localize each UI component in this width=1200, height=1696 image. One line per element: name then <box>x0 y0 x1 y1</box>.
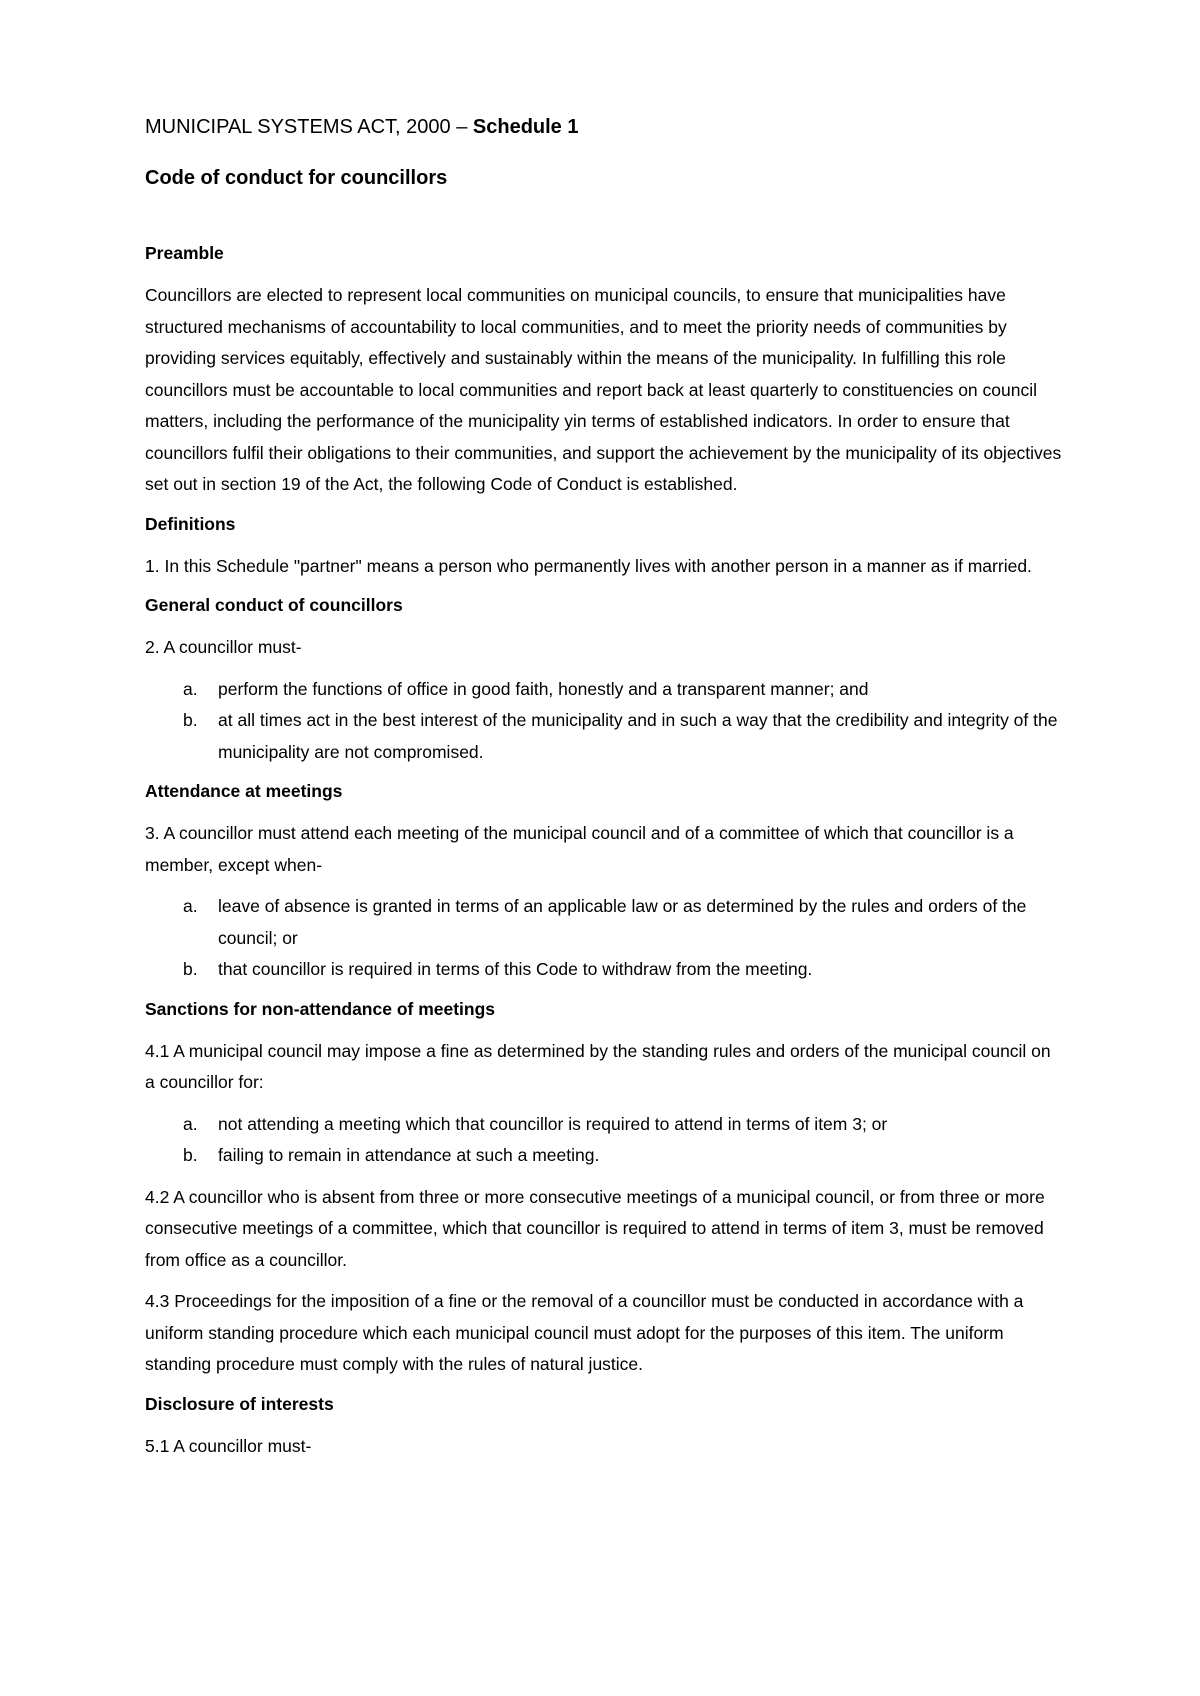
list-item-text: not attending a meeting which that councillor is required to attend in terms of item 3; or <box>218 1113 888 1134</box>
list-marker: b. <box>183 959 198 979</box>
heading-general-conduct: General conduct of councillors <box>145 595 403 615</box>
list-marker: b. <box>183 1145 198 1165</box>
list-item <box>145 1109 1065 1141</box>
sanctions-list <box>145 1109 1065 1172</box>
heading-attendance: Attendance at meetings <box>145 781 343 801</box>
list-item-text: leave of absence is granted in terms of an applicable law or as determined by the rules and orders of the council; or <box>218 896 1027 948</box>
list-item <box>145 674 1065 706</box>
list-item <box>145 1140 1065 1172</box>
general-conduct-list <box>145 674 1065 769</box>
heading-preamble: Preamble <box>145 243 224 263</box>
document-body <box>145 113 1065 1472</box>
list-item-text: failing to remain in attendance at such a meeting. <box>218 1145 600 1165</box>
list-item <box>145 891 1065 954</box>
preamble-text: Councillors are elected to represent local communities on municipal councils, to ensure that municipalities have structured mechanisms of accountability to local communities, and to meet the priority needs of communities by providing services equitably, effectively and sustainably within the means of the municipality. In fulfilling this role councillors must be accountable to local communities and report back at least quarterly to constituencies on council matters, including the performance of the municipality yin terms of established indicators. In order to ensure that councillors fulfil their obligations to their communities, and support the achievement by the municipality of its objectives set out in section 19 of the Act, the following Code of Conduct is established. <box>145 285 1062 494</box>
heading-sanctions: Sanctions for non-attendance of meetings <box>145 998 496 1019</box>
disclosure-intro: 5.1 A councillor must- <box>145 1435 312 1456</box>
list-item <box>145 954 1065 986</box>
list-item-text: that councillor is required in terms of this Code to withdraw from the meeting. <box>218 959 813 979</box>
title-schedule: Schedule 1 <box>472 116 579 138</box>
list-item-text: perform the functions of office in good faith, honestly and a transparent manner; and <box>218 678 869 699</box>
sanctions-paragraph-4-3: 4.3 Proceedings for the imposition of a fine or the removal of a councillor must be conducted in accordance with a uniform standing procedure which each municipal council must adopt for the purposes of this item. The uniform standing procedure must comply with the rules of natural justice. <box>145 1291 1024 1374</box>
list-item <box>145 705 1065 768</box>
heading-definitions: Definitions <box>145 513 236 534</box>
sanctions-intro: 4.1 A municipal council may impose a fine as determined by the standing rules and orders of the municipal council on a councillor for: <box>145 1040 1051 1092</box>
list-marker: a. <box>183 678 198 699</box>
general-conduct-intro: 2. A councillor must- <box>145 637 302 657</box>
list-marker: a. <box>183 1113 198 1134</box>
sanctions-paragraph-4-2: 4.2 A councillor who is absent from three or more consecutive meetings of a municipal council, or from three or more consecutive meetings of a committee, which that councillor is required to attend in terms of item 3, must be removed from office as a councillor. <box>145 1186 1045 1270</box>
list-marker: a. <box>183 896 198 916</box>
attendance-intro: 3. A councillor must attend each meeting of the municipal council and of a committee of which that councillor is a member, except when- <box>145 823 1014 875</box>
document-title <box>145 113 1065 141</box>
definitions-text: 1. In this Schedule "partner" means a person who permanently lives with another person in a manner as if married. <box>145 555 1032 576</box>
list-item-text: at all times act in the best interest of the municipality and in such a way that the credibility and integrity of the municipality are not compromised. <box>218 710 1058 762</box>
list-marker: b. <box>183 710 198 730</box>
document-subtitle: Code of conduct for councillors <box>145 167 448 189</box>
attendance-list <box>145 891 1065 986</box>
title-act-name: MUNICIPAL SYSTEMS ACT, 2000 – <box>145 116 473 138</box>
heading-disclosure: Disclosure of interests <box>145 1393 334 1414</box>
